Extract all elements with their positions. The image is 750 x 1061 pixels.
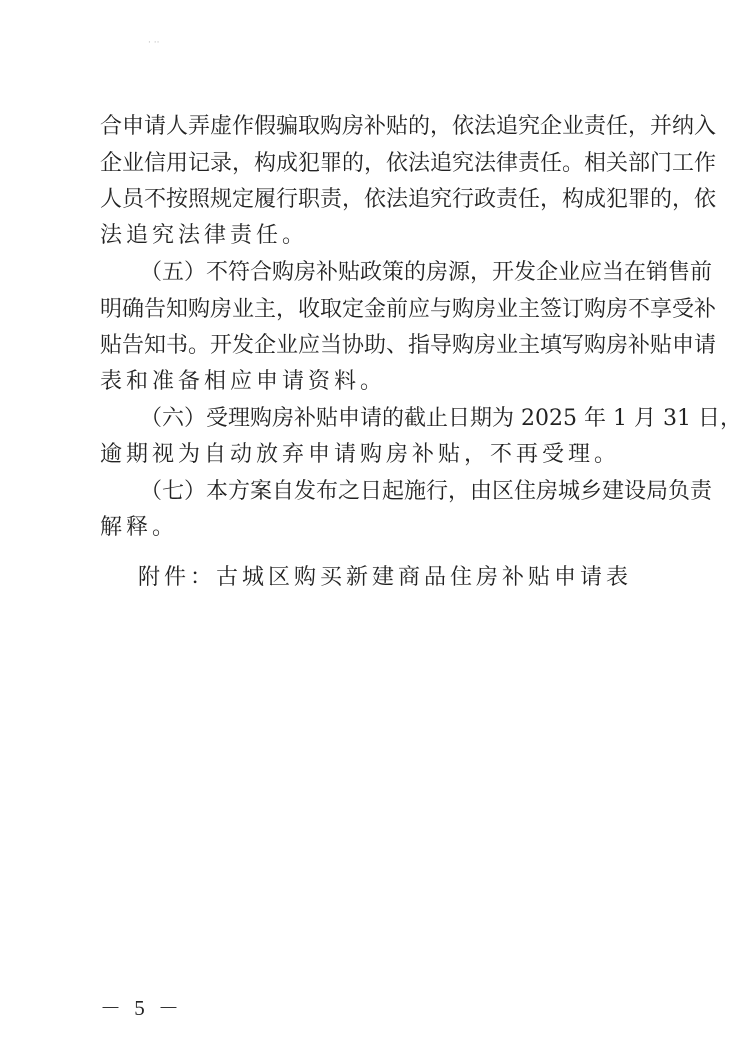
paragraph-line: 贴告知书。开发企业应当协助、指导购房业主填写购房补贴申请 <box>100 333 717 358</box>
paragraph-line: 明确告知购房业主，收取定金前应与购房业主签订购房不享受补 <box>100 297 717 322</box>
paragraph-line: 合申请人弄虚作假骗取购房补贴的，依法追究企业责任，并纳入 <box>100 114 717 139</box>
attachment-note: 附件：古城区购买新建商品住房补贴申请表 <box>138 565 633 590</box>
paragraph-line: 逾期视为自动放弃申请购房补贴，不再受理。 <box>100 442 621 467</box>
paragraph-line: 法追究法律责任。 <box>100 223 309 248</box>
scan-mark: · ·· <box>148 38 160 48</box>
paragraph-line: （六）受理购房补贴申请的截止日期为 2025 年 1 月 31 日， <box>140 406 742 431</box>
paragraph-line: 表和准备相应申请资料。 <box>100 369 387 394</box>
page-number: － 5 － <box>100 996 183 1020</box>
paragraph-line: 企业信用记录，构成犯罪的，依法追究法律责任。相关部门工作 <box>100 151 717 176</box>
paragraph-line: 人员不按照规定履行职责，依法追究行政责任，构成犯罪的，依 <box>100 187 717 212</box>
paragraph-line: 解释。 <box>100 515 179 540</box>
paragraph-line: （七）本方案自发布之日起施行，由区住房城乡建设局负责 <box>140 479 713 504</box>
paragraph-line: （五）不符合购房补贴政策的房源，开发企业应当在销售前 <box>140 260 713 285</box>
